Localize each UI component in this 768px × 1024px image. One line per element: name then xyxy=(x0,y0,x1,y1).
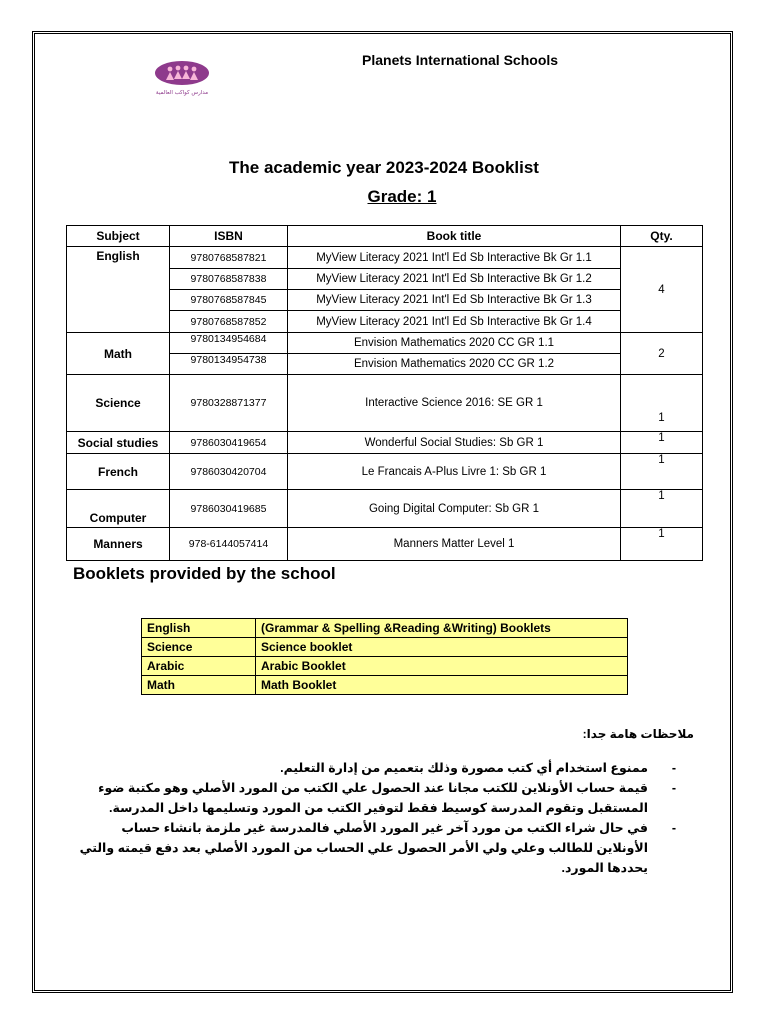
book-title-cell: Wonderful Social Studies: Sb GR 1 xyxy=(288,432,621,454)
note-text: في حال شراء الكتب من مورد آخر غير المورد الأصلي فالمدرسة غير ملزمة بانشاء حساب الأونلاين للطالب وعلي ولي الأمر الحصول علي الحساب من المورد الأصلي بعد دفع قيمته والتي يحددها المورد. xyxy=(79,821,648,875)
booklet-subject: Arabic xyxy=(142,657,256,676)
table-row xyxy=(67,375,703,432)
book-title-cell: Manners Matter Level 1 xyxy=(288,528,621,561)
isbn-cell: 9786030419685 xyxy=(170,490,288,528)
isbn-cell: 978-6144057414 xyxy=(170,528,288,561)
booklet-item: Arabic Booklet xyxy=(256,657,628,676)
qty-manners: 1 xyxy=(621,528,703,561)
isbn-cell: 9780134954684 xyxy=(170,333,288,354)
qty-science: 1 xyxy=(621,375,703,432)
header-book-title: Book title xyxy=(288,226,621,247)
table-row xyxy=(142,638,628,657)
table-row xyxy=(67,432,703,454)
logo-caption: مدارس كواكب العالمية xyxy=(155,90,209,96)
subject-manners: Manners xyxy=(67,528,170,561)
isbn-cell: 9780768587838 xyxy=(170,269,288,290)
table-row xyxy=(67,333,703,354)
isbn-cell: 9786030420704 xyxy=(170,454,288,490)
note-bullet: - xyxy=(671,821,676,835)
qty-math: 2 xyxy=(621,333,703,375)
note-text: ممنوع استخدام أي كتب مصورة وذلك بتعميم من إدارة التعليم. xyxy=(280,761,648,775)
table-row xyxy=(67,454,703,490)
isbn-cell: 9780768587821 xyxy=(170,247,288,269)
note-bullet: - xyxy=(671,781,676,795)
table-row xyxy=(142,676,628,695)
note-item xyxy=(74,818,696,878)
book-title-cell: MyView Literacy 2021 Int'l Ed Sb Interactive Bk Gr 1.1 xyxy=(288,247,621,269)
qty-french: 1 xyxy=(621,454,703,490)
qty-english: 4 xyxy=(621,247,703,333)
book-title-cell: Le Francais A-Plus Livre 1: Sb GR 1 xyxy=(288,454,621,490)
subject-french: French xyxy=(67,454,170,490)
book-title-cell: MyView Literacy 2021 Int'l Ed Sb Interactive Bk Gr 1.4 xyxy=(288,311,621,333)
subject-english: English xyxy=(67,247,170,333)
subject-math: Math xyxy=(67,333,170,375)
isbn-cell: 9780134954738 xyxy=(170,354,288,375)
notes-heading: ملاحظات هامة جدا: xyxy=(582,727,694,741)
booklet-subject: Math xyxy=(142,676,256,695)
note-item xyxy=(74,778,696,818)
school-name: Planets International Schools xyxy=(362,52,559,68)
book-title-cell: MyView Literacy 2021 Int'l Ed Sb Interactive Bk Gr 1.2 xyxy=(288,269,621,290)
note-item xyxy=(74,758,696,778)
isbn-cell: 9786030419654 xyxy=(170,432,288,454)
page-title: The academic year 2023-2024 Booklist xyxy=(229,158,539,177)
note-bullet: - xyxy=(671,761,676,775)
school-logo xyxy=(146,58,226,98)
header-qty: Qty. xyxy=(621,226,703,247)
table-row xyxy=(67,528,703,561)
book-title-cell: Interactive Science 2016: SE GR 1 xyxy=(288,375,621,432)
header-isbn: ISBN xyxy=(170,226,288,247)
booklets-heading: Booklets provided by the school xyxy=(73,564,336,583)
isbn-cell: 9780328871377 xyxy=(170,375,288,432)
grade-heading: Grade: 1 xyxy=(367,187,437,206)
subject-social-studies: Social studies xyxy=(67,432,170,454)
qty-social-studies: 1 xyxy=(621,432,703,454)
book-title-cell: Envision Mathematics 2020 CC GR 1.2 xyxy=(288,354,621,375)
note-text: قيمة حساب الأونلاين للكتب مجانا عند الحصول علي الكتب من المورد الأصلي وهو مكتبة ضوء المستقبل وتقوم المدرسة كوسيط فقط لتوفير الكتب من المورد وتسليمها داخل المدرسة. xyxy=(98,781,648,815)
subject-computer: Computer xyxy=(67,490,170,528)
book-title-cell: Envision Mathematics 2020 CC GR 1.1 xyxy=(288,333,621,354)
isbn-cell: 9780768587845 xyxy=(170,290,288,311)
book-title-cell: MyView Literacy 2021 Int'l Ed Sb Interactive Bk Gr 1.3 xyxy=(288,290,621,311)
booklet-subject: English xyxy=(142,619,256,638)
table-header-row xyxy=(67,226,703,247)
header-subject: Subject xyxy=(67,226,170,247)
book-title-cell: Going Digital Computer: Sb GR 1 xyxy=(288,490,621,528)
qty-computer: 1 xyxy=(621,490,703,528)
booklet-subject: Science xyxy=(142,638,256,657)
booklets-table xyxy=(141,618,628,695)
table-row xyxy=(67,490,703,528)
booklet-item: Science booklet xyxy=(256,638,628,657)
booklist-table xyxy=(66,225,703,561)
isbn-cell: 9780768587852 xyxy=(170,311,288,333)
table-row xyxy=(142,619,628,638)
table-row xyxy=(142,657,628,676)
booklet-item: Math Booklet xyxy=(256,676,628,695)
subject-science: Science xyxy=(67,375,170,432)
booklet-item: (Grammar & Spelling &Reading &Writing) Booklets xyxy=(256,619,628,638)
notes-list xyxy=(74,758,696,878)
table-row xyxy=(67,247,703,269)
